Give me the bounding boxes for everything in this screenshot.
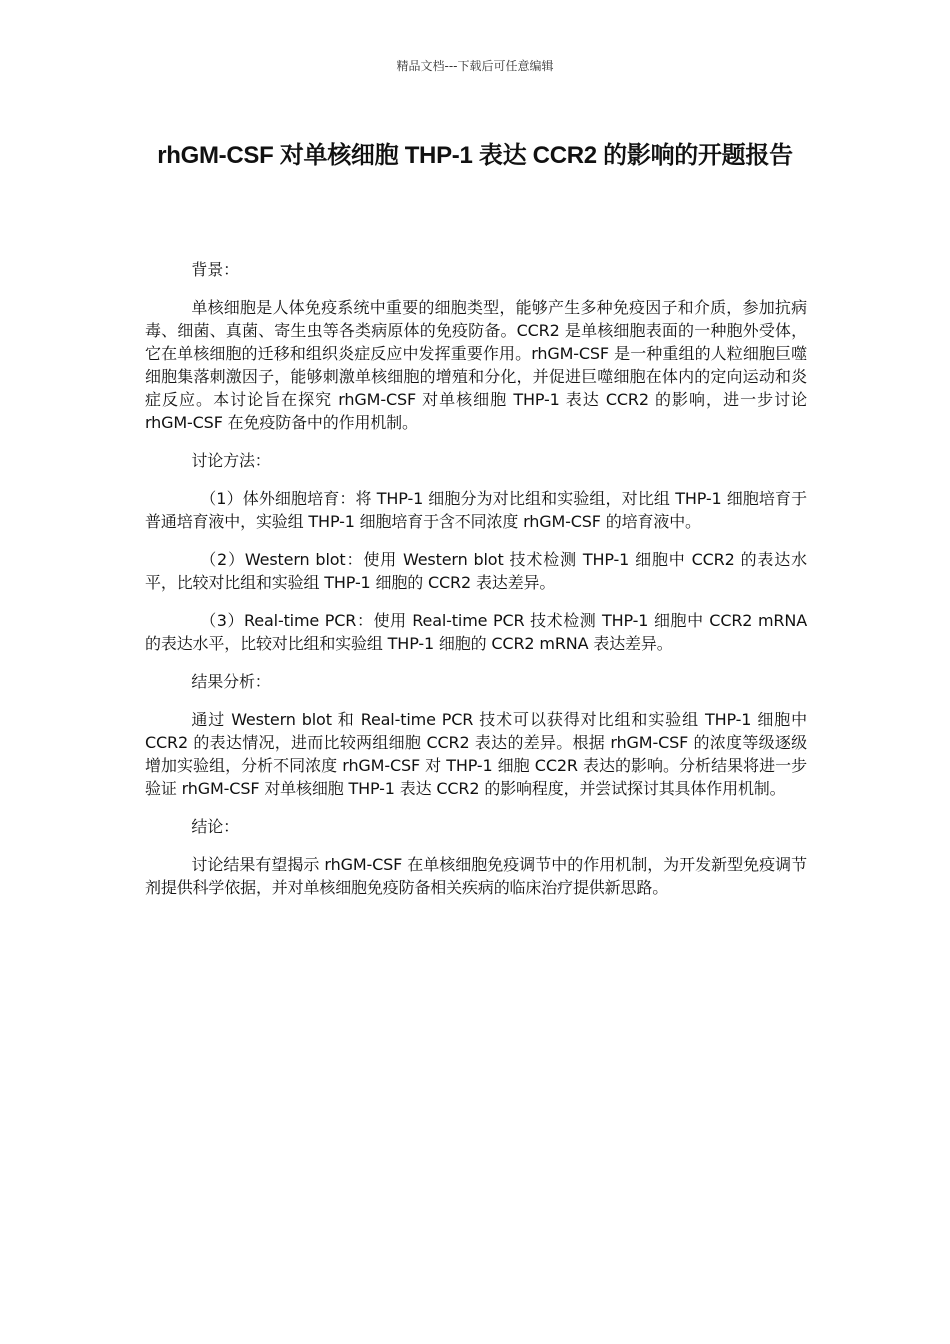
methods-heading: 讨论方法： [191,451,271,470]
conclusion-heading: 结论： [191,817,239,836]
results-paragraph: 通过 Western blot 和 Real-time PCR 技术可以获得对比组和实验组 THP-1 细胞中 CCR2 的表达情况，进而比较两组细胞 CCR2 表达的差异。根据 rhGM-CSF 的浓度等级逐级增加实验组，分析不同浓度 rhGM-CSF 对 THP-1 细胞 CC2R 表达的影响。分析结果将进一步验证 rhGM-CSF 对单核细胞 THP-1 表达 CCR2 的影响程度，并尝试探讨其具体作用机制。 [145,710,807,798]
results-heading: 结果分析： [191,672,271,691]
method-item-cell-culture: （1）体外细胞培育：将 THP-1 细胞分为对比组和实验组，对比组 THP-1 细胞培育于普通培育液中，实验组 THP-1 细胞培育于含不同浓度 rhGM-CSF 的培育液中。 [145,489,807,531]
page-header: 精品文档---下载后可任意编辑 [396,59,554,73]
background-heading: 背景： [191,260,239,279]
method-item-realtime-pcr: （3）Real-time PCR：使用 Real-time PCR 技术检测 THP-1 细胞中 CCR2 mRNA 的表达水平，比较对比组和实验组 THP-1 细胞的 CCR2 mRNA 表达差异。 [145,611,807,653]
conclusion-paragraph: 讨论结果有望揭示 rhGM-CSF 在单核细胞免疫调节中的作用机制，为开发新型免疫调节剂提供科学依据，并对单核细胞免疫防备相关疾病的临床治疗提供新思路。 [145,855,807,897]
background-paragraph: 单核细胞是人体免疫系统中重要的细胞类型，能够产生多种免疫因子和介质，参加抗病毒、细菌、真菌、寄生虫等各类病原体的免疫防备。CCR2 是单核细胞表面的一种胞外受体，它在单核细胞的迁移和组织炎症反应中发挥重要作用。rhGM-CSF 是一种重组的人粒细胞巨噬细胞集落刺激因子，能够刺激单核细胞的增殖和分化，并促进巨噬细胞在体内的定向运动和炎症反应。本讨论旨在探究 rhGM-CSF 对单核细胞 THP-1 表达 CCR2 的影响，进一步讨论 rhGM-CSF 在免疫防备中的作用机制。 [145,298,807,432]
document-body [145,258,807,914]
method-item-western-blot: （2）Western blot：使用 Western blot 技术检测 THP-1 细胞中 CCR2 的表达水平，比较对比组和实验组 THP-1 细胞的 CCR2 表达差异。 [145,550,807,592]
document-title: rhGM-CSF 对单核细胞 THP-1 表达 CCR2 的影响的开题报告 [157,142,793,169]
